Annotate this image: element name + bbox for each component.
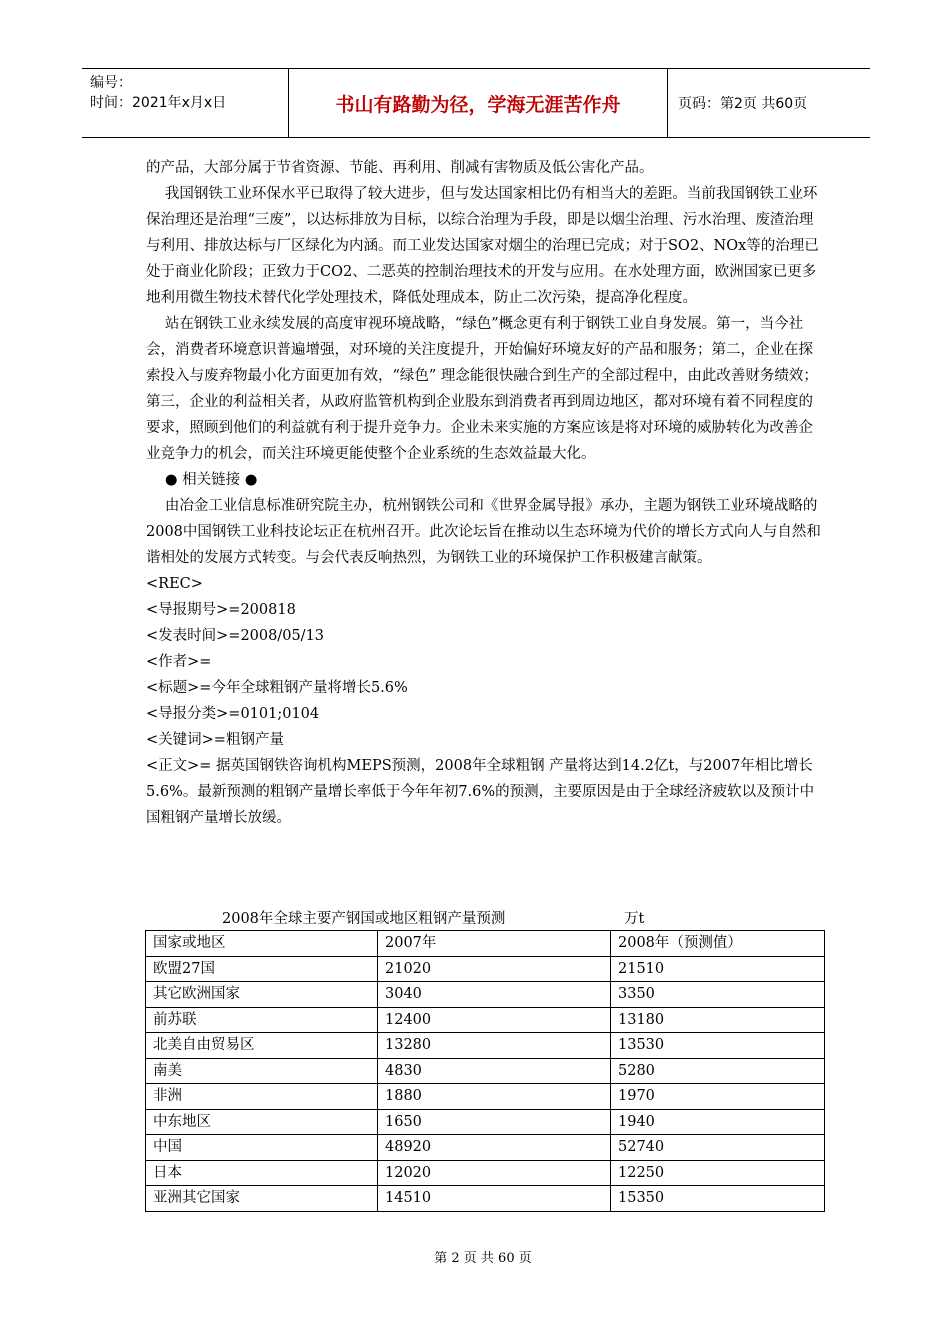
header-meta <box>82 69 288 137</box>
table-header-row <box>146 931 825 957</box>
table-cell: 13280 <box>378 1033 611 1059</box>
table-cell: 13180 <box>611 1007 825 1033</box>
table-row <box>146 956 825 982</box>
table-cell: 欧盟27国 <box>146 956 378 982</box>
header-cell: 2008年（预测值） <box>611 931 825 957</box>
record-line: <标题>=今年全球粗钢产量将增长5.6% <box>146 680 408 696</box>
table-cell: 3040 <box>378 982 611 1008</box>
header-motto: 书山有路勤为径，学海无涯苦作舟 <box>288 69 668 137</box>
table-cell: 1940 <box>611 1109 825 1135</box>
table-cell: 12250 <box>611 1160 825 1186</box>
footer-page-number: 第 2 页 共 60 页 <box>434 1251 532 1266</box>
table-cell: 南美 <box>146 1058 378 1084</box>
table-cell: 52740 <box>611 1135 825 1161</box>
table-row <box>146 1186 825 1212</box>
table-cell: 1650 <box>378 1109 611 1135</box>
record-body-text: <正文>= 据英国钢铁咨询机构MEPS预测，2008年全球粗钢 产量将达到14.2亿t，与2007年相比增长5.6%。最新预测的粗钢产量增长率低于今年年初7.6%的预测，主要原因是由于全球经济疲软以及预计中国粗钢产量增长放缓。 <box>146 758 815 826</box>
record-line: <导报期号>=200818 <box>146 602 296 618</box>
paragraph: 由冶金工业信息标准研究院主办，杭州钢铁公司和《世界金属导报》承办，主题为钢铁工业环境战略的2008中国钢铁工业科技论坛正在杭州召开。此次论坛旨在推动以生态环境为代价的增长方式向人与自然和谐相处的发展方式转变。与会代表反响热烈，为钢铁工业的环境保护工作积极建言献策。 <box>146 498 821 566</box>
page-footer <box>0 1247 950 1266</box>
table-row <box>146 982 825 1008</box>
table-row <box>146 1160 825 1186</box>
table-cell: 21510 <box>611 956 825 982</box>
record-line: <导报分类>=0101;0104 <box>146 706 320 722</box>
production-table <box>145 930 825 1212</box>
table-cell: 中东地区 <box>146 1109 378 1135</box>
table-caption: 2008年全球主要产钢国或地区粗钢产量预测 <box>222 911 506 927</box>
table-unit: 万t <box>624 911 645 927</box>
paragraph: 我国钢铁工业环保水平已取得了较大进步，但与发达国家相比仍有相当大的差距。当前我国钢铁工业环保治理还是治理“三废”，以达标排放为目标，以综合治理为手段，即是以烟尘治理、污水治理、废渣治理与利用、排放达标与厂区绿化为内涵。而工业发达国家对烟尘的治理已完成；对于SO2、NOx等的治理已处于商业化阶段；正致力于CO2、二恶英的控制治理技术的开发与应用。在水处理方面，欧洲国家已更多地利用微生物技术替代化学处理技术，降低处理成本，防止二次污染，提高净化程度。 <box>146 186 819 306</box>
table-row <box>146 1058 825 1084</box>
table-row <box>146 1007 825 1033</box>
table-cell: 北美自由贸易区 <box>146 1033 378 1059</box>
date-label: 时间：2021年x月x日 <box>90 95 227 111</box>
table-cell: 15350 <box>611 1186 825 1212</box>
header-cell: 2007年 <box>378 931 611 957</box>
record-line: <REC> <box>146 576 203 592</box>
document-body <box>146 155 822 831</box>
table-cell: 13530 <box>611 1033 825 1059</box>
table-row <box>146 1084 825 1110</box>
paragraph: 的产品，大部分属于节省资源、节能、再利用、削减有害物质及低公害化产品。 <box>146 160 654 176</box>
table-cell: 3350 <box>611 982 825 1008</box>
table-cell: 21020 <box>378 956 611 982</box>
header-cell: 国家或地区 <box>146 931 378 957</box>
table-cell: 14510 <box>378 1186 611 1212</box>
table-row <box>146 1135 825 1161</box>
table-cell: 亚洲其它国家 <box>146 1186 378 1212</box>
header-page-label: 页码：第2页 共60页 <box>678 96 808 112</box>
table-cell: 日本 <box>146 1160 378 1186</box>
table-cell: 48920 <box>378 1135 611 1161</box>
related-links-heading: ● 相关链接 ● <box>164 472 258 488</box>
table-cell: 5280 <box>611 1058 825 1084</box>
number-label: 编号： <box>90 75 132 91</box>
table-cell: 12020 <box>378 1160 611 1186</box>
table-cell: 4830 <box>378 1058 611 1084</box>
paragraph: 站在钢铁工业永续发展的高度审视环境战略，“绿色”概念更有利于钢铁工业自身发展。第一，当今社会，消费者环境意识普遍增强，对环境的关注度提升，开始偏好环境友好的产品和服务；第二，企业在探索投入与废弃物最小化方面更加有效，“绿色” 理念能很快融合到生产的全部过程中，由此改善财务绩效；第三，企业的利益相关者，从政府监管机构到企业股东到消费者再到周边地区，都对环境有着不同程度的要求，照顾到他们的利益就有利于提升竞争力。企业未来实施的方案应该是将对环境的威胁转化为改善企业竞争力的机会，而关注环境更能使整个企业系统的生态效益最大化。 <box>146 316 818 462</box>
table-row <box>146 1109 825 1135</box>
table-cell: 12400 <box>378 1007 611 1033</box>
page-header <box>82 68 870 138</box>
record-line: <作者>= <box>146 654 212 670</box>
table-cell: 前苏联 <box>146 1007 378 1033</box>
table-cell: 1970 <box>611 1084 825 1110</box>
table-cell: 1880 <box>378 1084 611 1110</box>
table-cell: 中国 <box>146 1135 378 1161</box>
table-cell: 非洲 <box>146 1084 378 1110</box>
table-cell: 其它欧洲国家 <box>146 982 378 1008</box>
record-line: <关键词>=粗钢产量 <box>146 732 284 748</box>
table-row <box>146 1033 825 1059</box>
record-line: <发表时间>=2008/05/13 <box>146 628 325 644</box>
